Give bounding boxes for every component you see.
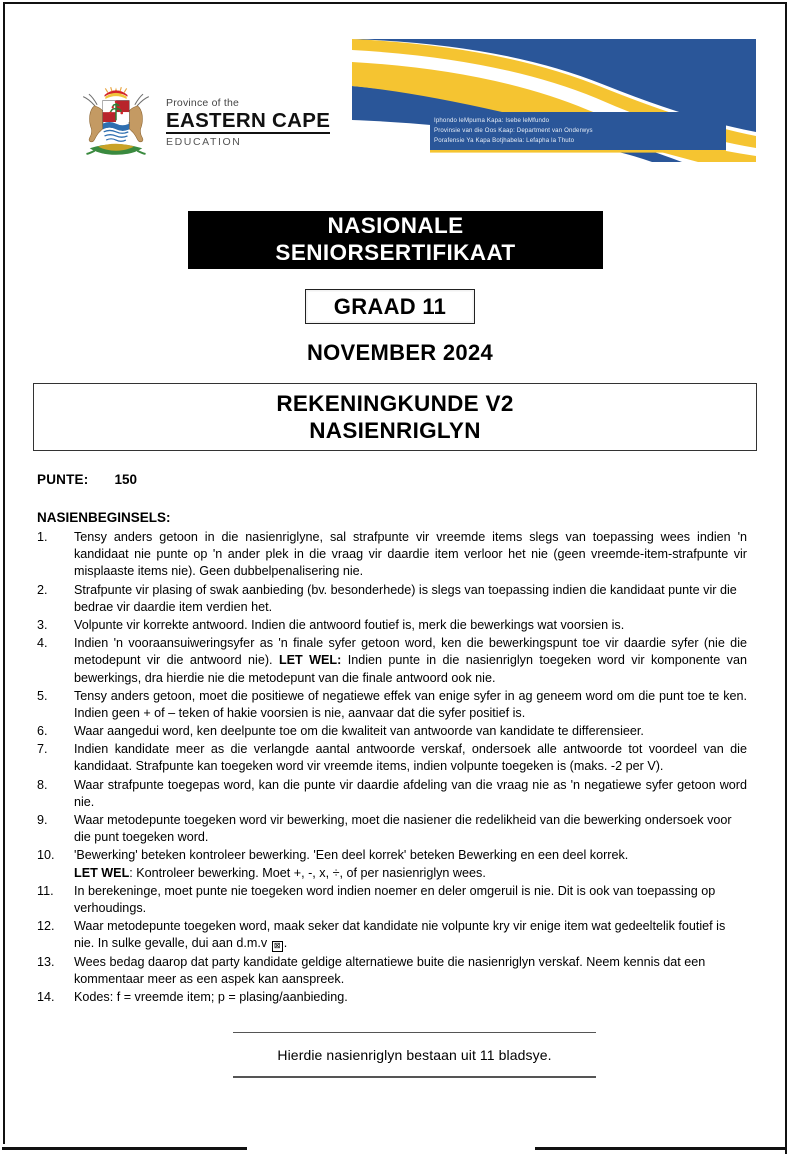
page-border-bottom-left [2, 1147, 247, 1150]
list-item-number: 5. [37, 688, 48, 703]
list-item [37, 635, 747, 687]
subject-title-box [33, 383, 757, 451]
boxed-x-icon: ⊠ [272, 941, 283, 952]
list-item-text: Waar strafpunte toegepas word, kan die punte vir daardie afdeling van die vraag nie as 'n negatiewe syfer getoon word nie. [74, 777, 747, 809]
list-item-number: 8. [37, 777, 48, 792]
list-item-text: Strafpunte vir plasing of swak aanbieding (bv. besonderhede) is slegs van toepassing indien die kandidaat punte vir die bedrae vir daardie item verdien het. [74, 582, 737, 614]
footer-note: Hierdie nasienriglyn bestaan uit 11 bladsye. [277, 1047, 552, 1064]
list-item [37, 529, 747, 581]
list-item-text-post: . [283, 936, 288, 951]
list-item-number: 2. [37, 582, 48, 597]
list-item [37, 954, 747, 988]
list-item-text: In berekeninge, moet punte nie toegeken word indien noemer en deler omgeruil is nie. Dit is ook van toepassing op verhoudings. [74, 883, 716, 915]
list-item [37, 723, 747, 740]
exam-date: NOVEMBER 2024 [306, 340, 494, 365]
total-marks-value: 150 [114, 472, 137, 487]
grade-label: GRAAD 11 [333, 293, 447, 319]
banner-caption-line-1: Iphondo leMpuma Kapa: Isebe leMfundo [434, 117, 550, 124]
list-item-text-pre: 'Bewerking' beteken kontroleer bewerking. 'Een deel korrek' beteken Bewerking en een deel korrek. [74, 848, 629, 863]
list-item [37, 688, 747, 722]
list-item-text: Tensy anders getoon in die nasienriglyne, sal strafpunte vir vreemde items slegs van toepassing wees indien 'n kandidaat nie punte op 'n ander plek in die vraag vir daardie item verloor het nie (geen vreemde-item-strafpunte vir misplaaste items nie). Geen dubbelpenalisering nie. [74, 530, 747, 579]
list-item-text: Waar aangedui word, ken deelpunte toe om die kwaliteit van antwoorde van kandidate te differensieer. [74, 724, 644, 739]
banner-caption [434, 116, 724, 146]
list-item-number: 13. [37, 954, 55, 969]
list-item-number: 4. [37, 636, 48, 651]
certificate-title-banner [188, 211, 603, 269]
list-item-number: 1. [37, 530, 48, 544]
list-item [37, 777, 747, 811]
certificate-title-line-2: SENIORSERTIFIKAAT [275, 240, 516, 265]
list-item [37, 883, 747, 917]
list-item-number: 11. [37, 883, 54, 898]
list-item-text: Tensy anders getoon, moet die positiewe of negatiewe effek van enige syfer in ag geneem word om die punt toe te ken. Indien geen + of – teken of hakie voorsien is nie, aanvaar dat die syfer positief is. [74, 688, 747, 720]
list-item-text-pre: Indien 'n vooraansuiweringsyfer as 'n finale syfer getoon word, ken die bewerkingspunt toe vir daardie syfer (nie die metodepunt vir die antwoord nie). [74, 636, 747, 668]
list-item-number: 12. [37, 919, 55, 934]
department-banner [352, 36, 756, 162]
logo-sub-line: EDUCATION [166, 136, 242, 149]
list-item-text: Waar metodepunte toegeken word vir bewerking, moet die nasiener die redelikheid van die bewerking ondersoek voor die punt toegeken word. [74, 813, 732, 845]
eastern-cape-education-logo [75, 84, 330, 160]
document-header [0, 0, 800, 180]
banner-caption-line-2: Provinsie van die Oos Kaap: Department van Onderwys [434, 126, 593, 134]
list-item-number: 14. [37, 989, 55, 1004]
list-item-text: Wees bedag daarop dat party kandidate geldige alternatiewe buite die nasienriglyn verskaf. Neem kennis dat een kommentaar meer as een aspek kan aanspreek. [74, 954, 706, 986]
principles-list [37, 529, 747, 1007]
subject-title-line-2: NASIENRIGLYN [309, 418, 481, 443]
list-item [37, 918, 747, 952]
list-item [37, 741, 747, 775]
list-item-number: 6. [37, 724, 48, 739]
footer-rule-bottom [233, 1076, 596, 1077]
list-item-number: 7. [37, 742, 48, 757]
list-item [37, 582, 747, 616]
list-item [37, 989, 747, 1006]
page-count-footer [233, 1032, 596, 1078]
list-item-text-pre: Waar metodepunte toegeken word, maak seker dat kandidate nie volpunte kry vir enige item wat gedeeltelik foutief is nie. In sulke gevalle, dui aan d.m.v [74, 919, 726, 951]
list-item [37, 847, 747, 881]
eastern-cape-coat-of-arms-icon [75, 84, 157, 160]
banner-caption-line-3: Porafensie Ya Kapa Botjhabela: Lefapha la Thuto [434, 136, 575, 144]
list-item-text: Volpunte vir korrekte antwoord. Indien die antwoord foutief is, merk die bewerkings wat voorsien is. [74, 617, 625, 632]
list-item-text: Kodes: f = vreemde item; p = plasing/aanbieding. [74, 989, 348, 1004]
list-item-text: Indien kandidate meer as die verlangde aantal antwoorde verskaf, ondersoek alle antwoorde tot voordeel van die kandidaat. Strafpunte kan toegeken word vir vreemde items, indien volpunte toegeken is (maks. -2 per V). [74, 742, 747, 774]
logo-main-line: EASTERN CAPE [166, 110, 330, 135]
page-border-bottom-right [535, 1147, 786, 1150]
list-item-text [74, 918, 747, 952]
list-item-emphasis: LET WEL [74, 865, 130, 880]
total-marks [37, 472, 137, 487]
subject-title-line-1: REKENINGKUNDE V2 [276, 391, 514, 416]
list-item [37, 812, 747, 846]
list-item-text [74, 635, 747, 687]
list-item-number: 9. [37, 813, 48, 827]
list-item-emphasis: LET WEL: [278, 653, 342, 668]
certificate-title-line-1: NASIONALE [327, 213, 464, 239]
list-item-text-post: Indien punte in die nasienriglyn toegeken word vir komponente van bewerkings, dra hierdie nie die metodepunt van die finale antwoord ook nie. [74, 653, 747, 685]
principles-heading: NASIENBEGINSELS: [37, 510, 171, 525]
logo-province-line: Province of the [166, 96, 240, 109]
grade-box [305, 289, 475, 324]
total-marks-label: PUNTE: [37, 472, 89, 487]
list-item [37, 617, 747, 634]
list-item-text [74, 847, 747, 881]
list-item-number: 10. [37, 848, 55, 863]
list-item-number: 3. [37, 617, 48, 632]
list-item-text-post: : Kontroleer bewerking. Moet +, -, x, ÷, of per nasienriglyn wees. [129, 865, 486, 880]
